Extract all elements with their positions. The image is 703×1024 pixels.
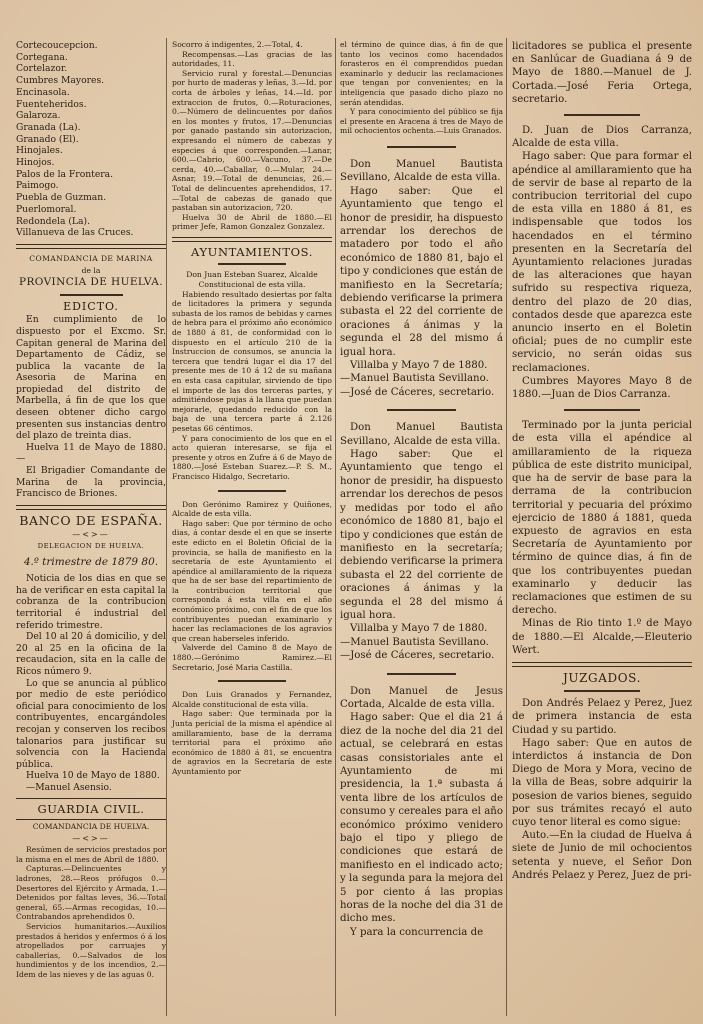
granados-notice bbox=[172, 690, 332, 776]
notice-body: En cumplimiento de lo dispuesto por el Excmo. Sr. Capitan general de Marina del Departamento de Cádiz, se publica la vacante de la Asesoria de Marina en propiedad del distrito de Marbella, á fin de que los que deseen obtener dicho cargo presenten sus instancias dentro del plazo de treinta dias. bbox=[16, 314, 166, 442]
minas-notice bbox=[512, 419, 692, 657]
section-divider bbox=[16, 505, 166, 510]
notice-heading: D. Juan de Dios Carranza, Alcalde de esta villa. bbox=[512, 125, 692, 150]
section-divider bbox=[512, 662, 692, 667]
section-heading: JUZGADOS. bbox=[563, 670, 641, 685]
list-item: Granada (La). bbox=[16, 121, 81, 133]
divider bbox=[387, 409, 455, 411]
notice-body: Capturas.—Delincuentes y ladrones, 28.—Reos prófugos 0.—Desertores del Ejército y Armada, 1.—Detenidos por faltas leves, 36.—Total general, 65.—Armas recogidas, 10.—Contrabandos aprehendidos 0. bbox=[16, 864, 166, 922]
ornament: —<>— bbox=[72, 833, 110, 843]
list-item: Villanueva de las Cruces. bbox=[16, 227, 134, 239]
section-divider bbox=[172, 237, 332, 242]
divider bbox=[387, 146, 455, 148]
divider bbox=[218, 490, 285, 492]
divider bbox=[218, 263, 285, 265]
list-item: Cumbres Mayores. bbox=[16, 75, 105, 87]
list-item: Encinasola. bbox=[16, 86, 70, 98]
notice-date: Huelva 30 de Abril de 1880.—El primer Jefe, Ramon Gonzalez Gonzalez. bbox=[172, 212, 332, 232]
section-heading: COMANDANCIA DE MARINA bbox=[29, 253, 153, 263]
notice-body: Auto.—En la ciudad de Huelva á siete de Junio de mil ochocientos setenta y nueve, el Señor Don Andrés Pelaez y Perez, Juez de pri- bbox=[512, 830, 692, 881]
notice-body: Servicio rural y forestal.—Denuncias por hurto de maderas y leñas, 3.—Id. por corta de árboles y leñas, 14.—Id. por extraccion de frutos, 0.—Roturaciones, 0.—Número de delincuentes por daños en los montes y frutos, 17.—Denuncias por ganado pastando sin autorizacion, expresando el número de cabezas y especies á que corresponden.—Lanar, 600.—Cabrio, 600.—Vacuno, 37.—De cerda, 40.—Caballar, 0.—Mular, 24.—Asnar, 19.—Total de denuncias, 26.—Total de delincuentes aprehendidos, 17.—Total de cabezas de ganado que pastaban sin autorizacion, 720. bbox=[172, 68, 332, 213]
list-item: Palos de la Frontera. bbox=[16, 168, 114, 180]
list-item: Granado (El). bbox=[16, 133, 79, 145]
notice-heading: Don Manuel Bautista Sevillano, Alcalde de esta villa. bbox=[340, 158, 503, 184]
zufre-notice bbox=[172, 270, 332, 481]
notice-body: Terminado por la junta pericial de esta villa el apéndice al amillaramiento de la riqueza pública de este distrito municipal, que ha de servir de base para la derrama de la contribucion territorial y pecuaria del próximo ejercicio de 1880 á 1881, queda expuesto de agravios en esta Secretaría de Ayuntamiento por término de quince dias, á fin de que los contribuyentes puedan examinarlo y deducir las reclamaciones que estimen de su derecho. bbox=[512, 420, 692, 617]
column-2 bbox=[172, 40, 332, 777]
notice-heading: Don Manuel de Jesus Cortada, Alcalde de esta villa. bbox=[340, 685, 503, 710]
divider bbox=[16, 819, 166, 820]
notice-body: Hago saber: Que en autos de interdictos á instancia de Don Diego de Mora y Mora, vecino de la villa de Beas, sobre adquirir la posesion de varios bienes, seguido por sus trámites recayó el auto cuyo tenor literal es como sigue: bbox=[512, 737, 692, 828]
notice-body: Lo que se anuncia al público por medio de este periódico oficial para conocimiento de los contribuyentes, encargándoles recojan y conserven los recibos talonarios para justificar su solvencia con la Hacienda pública. bbox=[16, 677, 166, 770]
section-subheading: COMANDANCIA DE HUELVA. bbox=[32, 822, 150, 832]
notice-body: Hago saber: Que para formar el apéndice al amillaramiento que ha de servir de base al reparto de la contribucion territorial del cupo de esta villa en 1880 á 81, es indispensable que todos los hacendados en el término presenten en la Secretaría del Ayuntamiento relaciones juradas de las alteraciones que hayan sufrido su respectiva riqueza, dentro del plazo de 20 dias, contados desde que aparezca este anuncio inserto en el Boletin oficial; pues de no cumplir este servicio, no serán oidas sus reclamaciones. bbox=[512, 151, 692, 374]
notice-body: Socorro á indigentes, 2.—Total, 4. bbox=[172, 40, 303, 49]
section-divider bbox=[16, 798, 166, 799]
list-item: Puebla de Guzman. bbox=[16, 192, 107, 204]
notice-date: Valverde del Camino 8 de Mayo de 1880.—Gerónimo Ramirez.—El Secretario, José Maria Castilla. bbox=[172, 643, 332, 672]
notice-date: Cumbres Mayores Mayo 8 de 1880.—Juan de Dios Carranza. bbox=[512, 375, 692, 401]
notice-date: Huelva 11 de Mayo de 1880.— bbox=[16, 441, 166, 465]
notice-heading: Don Manuel Bautista Sevillano, Alcalde de esta villa. bbox=[340, 422, 503, 447]
list-item: Paimogo. bbox=[16, 180, 59, 192]
notice-heading: Don Luis Granados y Fernandez, Alcalde constitucional de esta villa. bbox=[172, 690, 332, 709]
notice-heading: Don Juan Esteban Suarez, Alcalde Constitucional de esta villa. bbox=[186, 270, 318, 290]
notice-body: Y para conocimiento de los que en el acto quieran interesarse, se fija el presente y otros en Zufre á 6 de Mayo de 1880.—José Esteban Suarez.—P. S. M., Francisco Hidalgo, Secretario. bbox=[172, 433, 332, 481]
section-heading: PROVINCIA DE HUELVA. bbox=[18, 276, 164, 289]
town-list bbox=[16, 40, 166, 239]
list-item: Redondela (La). bbox=[16, 215, 91, 227]
list-item: Galaroza. bbox=[16, 110, 61, 122]
list-item: Hinojales. bbox=[16, 145, 63, 157]
section-heading: BANCO DE ESPAÑA. bbox=[19, 512, 163, 528]
notice-body: Recompensas.—Las gracias de las autoridades, 11. bbox=[172, 49, 332, 69]
divider bbox=[387, 673, 455, 675]
divider bbox=[218, 680, 285, 682]
notice-heading: Don Gerónimo Ramirez y Quiñones, Alcalde de esta villa. bbox=[172, 499, 332, 519]
notice-body: licitadores se publica el presente en Sanlúcar de Guadiana á 9 de Mayo de 1880.—Manuel de J. Cortada.—José Feria Ortega, secretario. bbox=[512, 41, 692, 105]
sevillano-notice-1 bbox=[340, 158, 503, 399]
divider bbox=[564, 114, 640, 116]
notice-body: Hago saber: Que el Ayuntamiento que tengo el honor de presidir, ha dispuesto arrendar los derechos de pesos y medidas por todo el año económico de 1880 81, bajo el tipo y condiciones que están de manifiesto en la secretaría; debiendo verificarse la primera subasta el 22 del corriente de oraciones á ánimas y la segunda el 28 del mismo á igual hora. bbox=[340, 449, 503, 621]
notice-signature: —Manuel Bautista Sevillano. bbox=[340, 373, 489, 385]
column-divider bbox=[506, 38, 507, 1016]
notice-body: Hago saber: Que el Ayuntamiento que tengo el honor de presidir, ha dispuesto arrendar los derechos de matadero por todo el año económico de 1880 81, bajo el tipo y condiciones que están de manifiesto en la Secretaría; debiendo verificarse la primera subasta el 22 del corriente de oraciones á ánimas y la segunda el 28 del mismo á igual hora. bbox=[340, 185, 503, 358]
column-divider bbox=[335, 38, 336, 1016]
notice-signature: —Manuel Asensio. bbox=[26, 781, 112, 793]
notice-body: Del 10 al 20 á domicilio, y del 20 al 25 en la oficina de la recaudacion, sita en la calle de Ricos número 9. bbox=[16, 631, 166, 677]
list-item: Hinojos. bbox=[16, 157, 55, 169]
notice-heading: Don Andrés Pelaez y Perez, Juez de primera instancia de esta Ciudad y su partido. bbox=[512, 698, 692, 736]
guardia-civil-notice bbox=[16, 804, 166, 979]
section-subheading: DELEGACION DE HUELVA. bbox=[37, 542, 145, 551]
banco-notice bbox=[16, 512, 166, 794]
carranza-notice bbox=[512, 124, 692, 401]
divider bbox=[60, 294, 123, 296]
list-item: Cortelazor. bbox=[16, 63, 68, 75]
notice-signature: —Manuel Bautista Sevillano. bbox=[340, 636, 489, 648]
notice-date: Huelva 10 de Mayo de 1880. bbox=[26, 770, 160, 782]
notice-body: Hago saber: Que el dia 21 á diez de la noche del dia 21 del actual, se celebrará en estas casas consistoriales ante el Ayuntamiento de mi presidencia, la 1.ª subasta á venta libre de los artículos de consumo y cereales para el año económico próximo venidero bajo el tipo y pliego de condiciones que estará de manifiesto en el indicado acto; y la segunda para la mejora del 5 por ciento á las propias horas de la noche del dia 31 de dicho mes. bbox=[340, 712, 503, 925]
cortada-notice bbox=[340, 685, 503, 940]
notice-body: Servicios humanitarios.—Auxilios prestados á heridos y enfermos ó á los atropellados por carruajes y caballerias, 0.—Salvados de los hundimientos y de los incendios, 2.—Idem de las nieves y de las aguas 0. bbox=[16, 922, 166, 979]
divider bbox=[564, 690, 640, 692]
notice-body: Y para conocimiento del público se fija el presente en Aracena á tres de Mayo de mil ochocientos ochenta.—Luis Granados. bbox=[340, 107, 503, 136]
notice-date: Minas de Rio tinto 1.º de Mayo de 1880.—El Alcalde,—Eleuterio Wert. bbox=[512, 618, 692, 656]
column-divider bbox=[166, 38, 167, 1016]
sevillano-notice-2 bbox=[340, 421, 503, 662]
notice-body: Resúmen de servicios prestados por la misma en el mes de Abril de 1880. bbox=[16, 845, 166, 864]
notice-body: Noticia de los dias en que se ha de verificar en esta capital la cobranza de la contribucion territorial é industrial del referido trimestre. bbox=[16, 573, 166, 631]
notice-date: Villalba y Mayo 7 de 1880. bbox=[350, 360, 488, 372]
section-heading: GUARDIA CIVIL. bbox=[37, 802, 145, 817]
list-item: Cortecoucepcion. bbox=[16, 40, 98, 51]
column-4 bbox=[512, 40, 692, 882]
list-item: Puerlomoral. bbox=[16, 203, 77, 215]
pelaez-notice bbox=[512, 697, 692, 882]
list-item: Fuenteheridos. bbox=[16, 98, 87, 110]
notice-body: el término de quince dias, á fin de que tanto los vecinos como hacendados forasteros en él comprendidos puedan examinarlo y deducir las reclamaciones que tengan por convenientes; en la inteligencia que pasado dicho plazo no serán atendidas. bbox=[340, 40, 503, 107]
column-1 bbox=[16, 40, 166, 980]
divider bbox=[564, 409, 640, 411]
notice-body: Hago saber: Que por término de ocho dias, á contar desde el en que se inserte este edicto en el Boletin Oficial de la provincia, se halla de manifiesto en la secretaría de este Ayuntamiento el apéndice al amillaramiento de la riqueza que ha de ser base del repartimiento de la contribucion territorial que corresponda á esta villa en el año económico próximo, con el fin de que los contribuyentes puedan examinarlo y hacer las reclamaciones de los agravios que crean haberseles inferido. bbox=[172, 518, 332, 643]
section-divider bbox=[16, 244, 166, 249]
notice-signature: El Brigadier Comandante de Marina de la provincia, Francisco de Briones. bbox=[16, 465, 166, 500]
notice-title: EDICTO. bbox=[63, 299, 119, 313]
valverde-notice bbox=[172, 500, 332, 673]
notice-body: Y para la concurrencia de bbox=[350, 926, 484, 938]
ornament: —<>— bbox=[72, 530, 110, 540]
notice-body: Hago saber: Que terminada por la Junta pericial de la misma el apéndice al amillaramiento, base de la derrama territorial para el próximo año económico de 1880 á 81, se encuentra de agravios en la Secretaría de este Ayuntamiento por bbox=[172, 709, 332, 776]
notice-date: Villalba y Mayo 7 de 1880. bbox=[350, 623, 488, 635]
section-heading: AYUNTAMIENTOS. bbox=[191, 244, 313, 259]
period-heading: 4.º trimestre de 1879 80. bbox=[23, 555, 159, 568]
marina-notice bbox=[16, 254, 166, 500]
notice-body: Habiendo resultado desiertas por falta de licitadores la primera y segunda subasta de los ramos de bebidas y carnes de hebra para el próximo año económico de 1880 á 81, de conformidad con lo dispuesto en el artículo 210 de la Instruccion de consumos, se anuncia la tercera que tendrá lugar el dia 17 del presente mes de 10 á 12 de su mañana en esta casa capitular, sirviendo de tipo el importe de las dos terceras partes, y admitiéndose pujas á la llana que puedan mejorarle, quedando reducido con la baja de una tercera parte á 2.126 pesetas 66 céntimos. bbox=[172, 289, 332, 433]
list-item: Cortegana. bbox=[16, 51, 68, 63]
column-3 bbox=[340, 40, 503, 939]
section-heading: de la bbox=[81, 265, 101, 275]
notice-signature: —José de Cáceres, secretario. bbox=[340, 386, 495, 398]
notice-signature: —José de Cáceres, secretario. bbox=[340, 650, 495, 662]
